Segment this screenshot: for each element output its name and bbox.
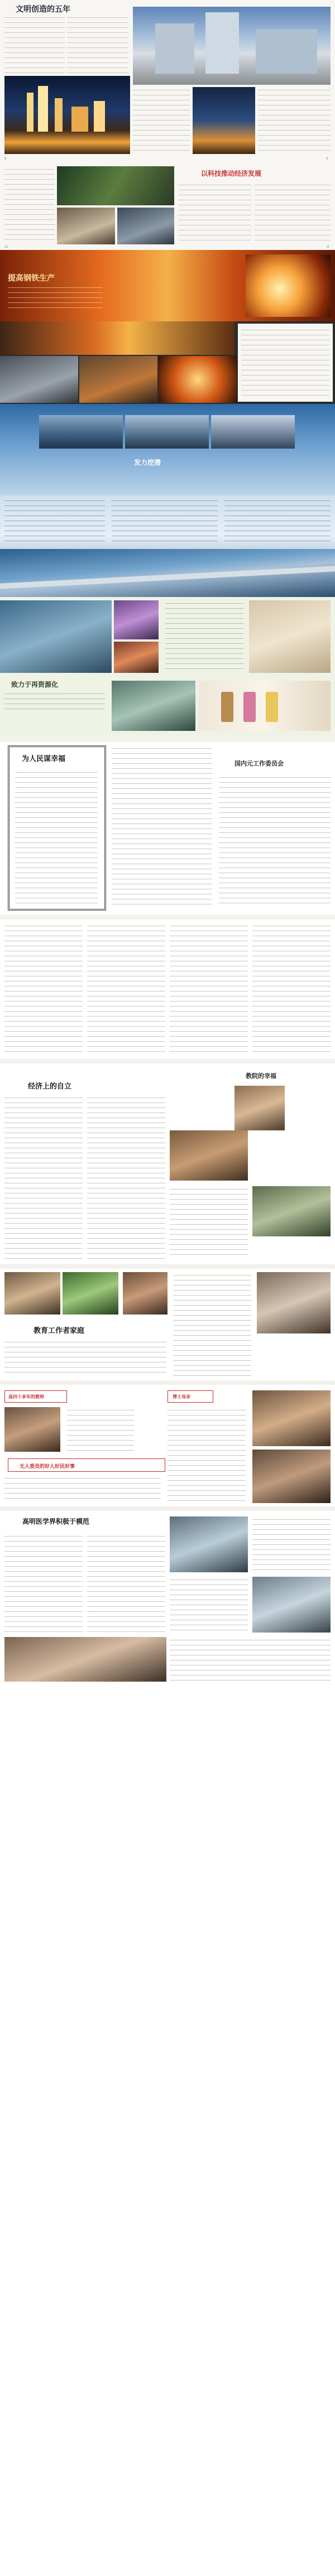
city-buildings-photo — [133, 7, 331, 85]
home-photo — [257, 1272, 331, 1333]
spread-4b — [0, 495, 335, 597]
molten-steel-photo — [246, 254, 331, 317]
spread-1 — [0, 0, 335, 163]
banner-label: 无人委员的好人好民好事 — [20, 1464, 75, 1470]
page-number-right: 9 — [326, 157, 328, 161]
page-number-left: 8 — [4, 157, 7, 161]
text-column — [112, 745, 212, 907]
furnace-photo — [159, 356, 237, 403]
section-title: 致力于再资源化 — [11, 681, 59, 688]
text-column — [4, 1095, 83, 1262]
text-column — [4, 1533, 83, 1634]
text-column — [4, 1475, 161, 1503]
spread-8 — [0, 1063, 335, 1264]
text-column — [67, 15, 128, 74]
text-column — [252, 923, 331, 1056]
text-column — [173, 1272, 251, 1376]
page-number-right: 11 — [326, 245, 330, 249]
family-photo — [4, 1272, 60, 1315]
badge-label: 博士母亲 — [173, 1394, 190, 1399]
section-title: 发力挖潜 — [134, 459, 161, 466]
text-column — [87, 1095, 165, 1262]
teacher-portrait-photo — [4, 1407, 60, 1452]
page-number-left: 10 — [4, 245, 8, 249]
spread-4 — [0, 404, 335, 495]
section-title: 提高钢铁生产 — [8, 273, 55, 282]
group-photo — [170, 1130, 248, 1181]
badge-right — [168, 1390, 213, 1403]
team-photo — [4, 1637, 166, 1682]
text-column — [87, 923, 165, 1056]
text-column — [224, 498, 331, 542]
spread-6 — [0, 742, 335, 915]
badge-left — [4, 1390, 67, 1403]
section-title-right: 教院的幸福 — [246, 1072, 276, 1080]
machinery-photo — [117, 208, 174, 244]
workers-photo — [79, 356, 157, 403]
section-title: 为人民谋幸福 — [22, 755, 66, 763]
text-column — [4, 498, 105, 542]
text-column — [179, 182, 251, 244]
text-column — [258, 87, 331, 154]
section-title: 文明创造的五年 — [16, 4, 70, 13]
spread-9 — [0, 1269, 335, 1380]
text-column — [8, 285, 103, 312]
text-column — [87, 1533, 165, 1634]
lab-workers-photo — [57, 166, 174, 205]
doctor-photo — [170, 1516, 248, 1572]
text-column — [112, 498, 218, 542]
text-column — [4, 691, 105, 711]
steel-rolls-photo — [0, 356, 78, 403]
text-column — [255, 182, 331, 244]
teacher-photo — [123, 1272, 168, 1315]
shoes-photo — [199, 681, 331, 731]
port-photo-3 — [211, 415, 295, 449]
classroom-photo — [252, 1186, 331, 1236]
section-title: 教育工作者家庭 — [34, 1327, 85, 1335]
port-photo-1 — [39, 415, 123, 449]
spread-5 — [0, 597, 335, 736]
products-photo — [114, 600, 159, 639]
ornamental-frame — [8, 745, 106, 911]
text-column — [170, 923, 248, 1056]
section-title-right: 国内元工作委员会 — [234, 760, 284, 767]
section-title: 经济上的自立 — [28, 1082, 72, 1091]
text-column — [4, 15, 65, 74]
factory-photo — [57, 208, 115, 244]
portrait-photo — [234, 1086, 285, 1130]
spread-7 — [0, 919, 335, 1059]
night-street-photo — [193, 87, 255, 154]
text-column — [170, 1186, 248, 1259]
steel-mill-photo — [0, 321, 234, 355]
text-column — [4, 166, 55, 244]
section-title: 高明医学界积极于模范 — [22, 1518, 90, 1525]
spread-3b — [0, 321, 335, 404]
boots-photo — [249, 600, 331, 673]
text-column — [170, 1577, 248, 1633]
pier-photo — [0, 549, 335, 597]
hospital-photo — [252, 1577, 331, 1633]
text-column — [4, 923, 83, 1056]
text-column — [165, 600, 243, 673]
spread-3 — [0, 250, 335, 321]
mother-photo — [252, 1390, 331, 1446]
text-column — [4, 1339, 166, 1376]
text-column — [67, 1407, 134, 1452]
city-night-photo — [4, 76, 130, 154]
text-column — [252, 1516, 331, 1572]
badge-label: 高四十多年的教师 — [8, 1394, 44, 1399]
banner — [8, 1458, 165, 1472]
workshop-photo — [112, 681, 195, 731]
text-column — [219, 774, 331, 907]
spread-2 — [0, 163, 335, 250]
spread-11 — [0, 1511, 335, 2576]
text-column — [238, 324, 333, 402]
text-column — [168, 1407, 246, 1502]
factory-floor-photo — [0, 600, 112, 673]
field-photo — [63, 1272, 118, 1315]
port-photo-2 — [125, 415, 209, 449]
honor-photo — [252, 1450, 331, 1503]
text-column — [15, 769, 98, 903]
section-title: 以科技推动经济发展 — [201, 170, 262, 177]
spread-10 — [0, 1385, 335, 1506]
fabric-photo — [114, 642, 159, 673]
text-column — [170, 1637, 331, 1682]
text-column — [133, 87, 190, 154]
